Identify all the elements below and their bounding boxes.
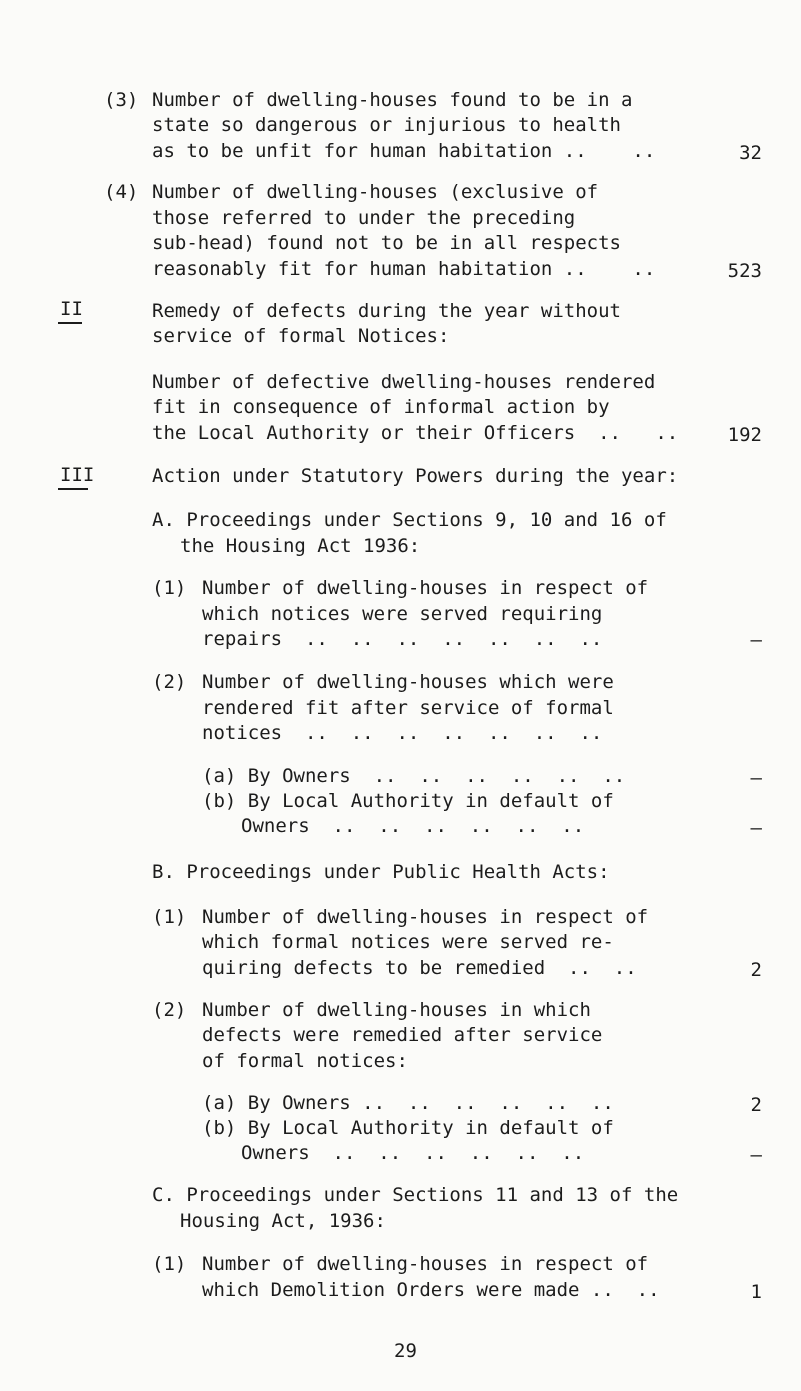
item-3-line-1: Number of dwelling-houses found to be in a [152, 89, 633, 111]
section-b-sub-b-value: — [750, 1144, 762, 1166]
section-a-item-1-line-1: Number of dwelling-houses in respect of [202, 577, 649, 599]
section-2-heading-line-1: Remedy of defects during the year without [152, 300, 621, 322]
section-a-item-2-number: (2) [152, 671, 187, 693]
item-4-value: 523 [727, 260, 762, 282]
section-b-item-2-line-3: of formal notices: [202, 1050, 408, 1072]
section-b-heading: B. Proceedings under Public Health Acts: [152, 861, 610, 883]
section-2-underline [58, 322, 82, 324]
section-a-sub-b-value: — [750, 817, 762, 839]
section-c-item-1-number: (1) [152, 1253, 187, 1275]
section-b-item-1-line-2: which formal notices were served re- [202, 931, 614, 953]
section-a-sub-a: (a) By Owners .. .. .. .. .. .. [202, 765, 626, 787]
section-c-item-1-line-1: Number of dwelling-houses in respect of [202, 1253, 649, 1275]
section-b-item-1-value: 2 [750, 959, 762, 981]
item-4-line-2: those referred to under the preceding [152, 207, 576, 229]
item-3-number: (3) [104, 89, 139, 111]
section-3-heading: Action under Statutory Powers during the year: [152, 465, 679, 487]
section-a-heading-line-1: A. Proceedings under Sections 9, 10 and 16 of [152, 509, 667, 531]
section-a-sub-a-value: — [750, 767, 762, 789]
section-b-item-1-line-1: Number of dwelling-houses in respect of [202, 906, 649, 928]
item-3-line-3: as to be unfit for human habitation .. .. [152, 140, 656, 162]
section-3-numeral: III [60, 464, 95, 486]
item-3-line-2: state so dangerous or injurious to health [152, 114, 621, 136]
section-a-heading-line-2: the Housing Act 1936: [180, 535, 421, 557]
item-4-line-1: Number of dwelling-houses (exclusive of [152, 181, 599, 203]
section-2-heading-line-2: service of formal Notices: [152, 325, 450, 347]
section-a-sub-b-line-2: Owners .. .. .. .. .. .. [241, 815, 585, 837]
section-a-item-1-value: — [750, 629, 762, 651]
section-b-item-2-line-2: defects were remedied after service [202, 1024, 603, 1046]
section-2-line-3: the Local Authority or their Officers .. .. [152, 422, 679, 444]
section-a-item-1-line-2: which notices were served requiring [202, 603, 603, 625]
section-a-item-2-line-3: notices .. .. .. .. .. .. .. [202, 722, 603, 744]
section-c-item-1-line-2: which Demolition Orders were made .. .. [202, 1279, 660, 1301]
section-3-underline [58, 488, 88, 490]
section-a-item-2-line-1: Number of dwelling-houses which were [202, 671, 614, 693]
item-4-line-3: sub-head) found not to be in all respects [152, 232, 621, 254]
section-c-heading-line-2: Housing Act, 1936: [180, 1210, 386, 1232]
page-number: 29 [394, 1340, 417, 1362]
section-b-sub-a: (a) By Owners .. .. .. .. .. .. [202, 1092, 614, 1114]
section-a-item-1-line-3: repairs .. .. .. .. .. .. .. [202, 628, 603, 650]
section-2-line-1: Number of defective dwelling-houses rendered [152, 371, 656, 393]
section-c-heading-line-1: C. Proceedings under Sections 11 and 13 of the [152, 1184, 679, 1206]
section-a-item-2-line-2: rendered fit after service of formal [202, 697, 614, 719]
section-b-item-2-number: (2) [152, 999, 187, 1021]
section-a-sub-b-line-1: (b) By Local Authority in default of [202, 790, 614, 812]
section-b-item-1-number: (1) [152, 906, 187, 928]
section-b-item-1-line-3: quiring defects to be remedied .. .. [202, 957, 637, 979]
item-4-line-4: reasonably fit for human habitation .. .. [152, 258, 656, 280]
section-b-item-2-line-1: Number of dwelling-houses in which [202, 999, 591, 1021]
section-b-sub-a-value: 2 [750, 1094, 762, 1116]
item-3-value: 32 [739, 142, 762, 164]
section-c-item-1-value: 1 [750, 1281, 762, 1303]
section-b-sub-b-line-1: (b) By Local Authority in default of [202, 1117, 614, 1139]
section-b-sub-b-line-2: Owners .. .. .. .. .. .. [241, 1142, 585, 1164]
item-4-number: (4) [104, 181, 139, 203]
section-2-line-2: fit in consequence of informal action by [152, 396, 610, 418]
section-2-numeral: II [60, 298, 83, 320]
section-a-item-1-number: (1) [152, 577, 187, 599]
section-2-value: 192 [727, 424, 762, 446]
